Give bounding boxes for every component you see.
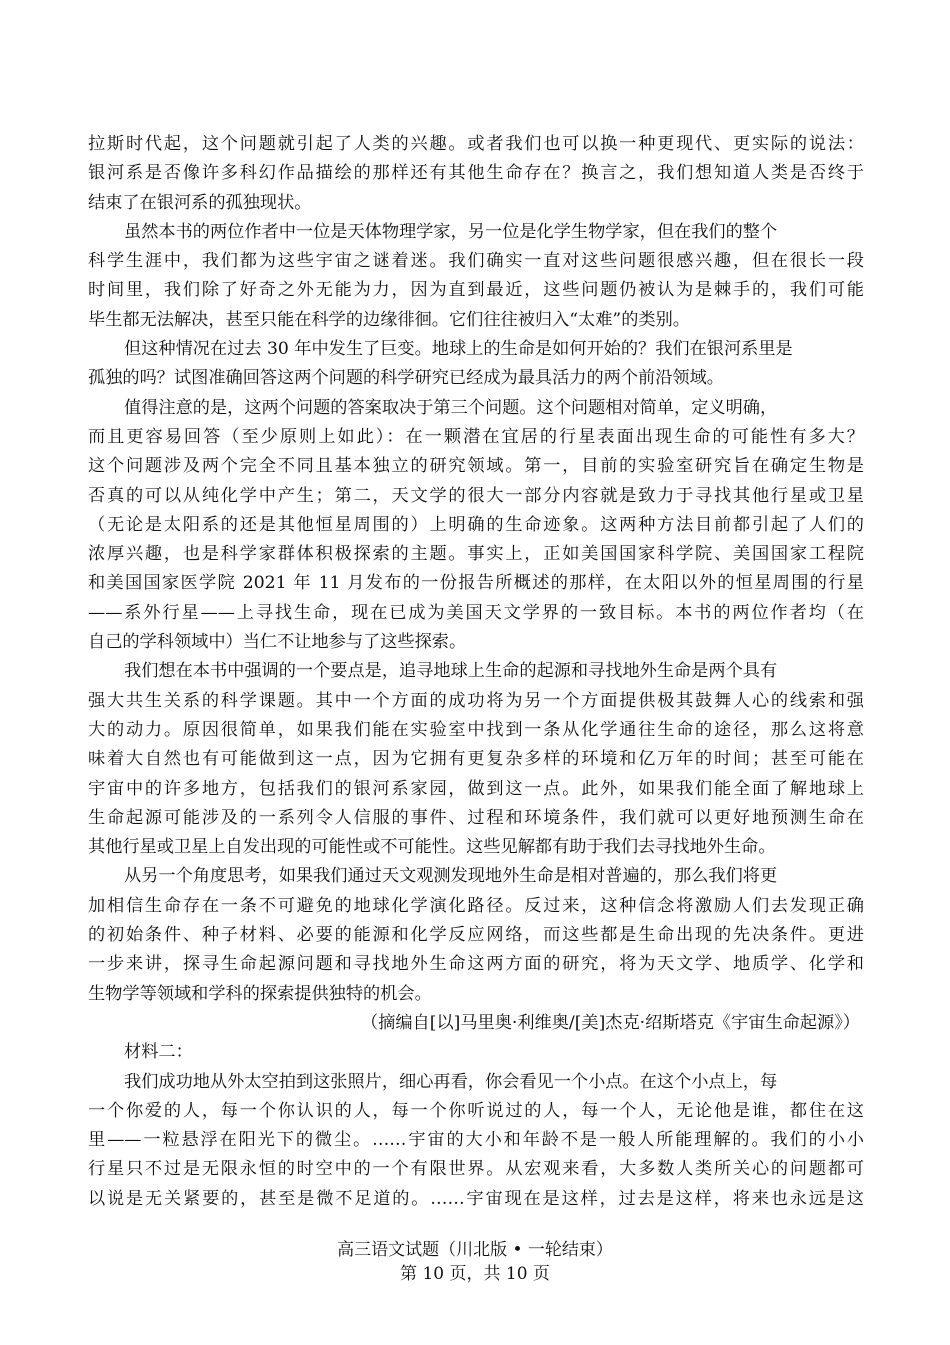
- text-line: 否真的可以从纯化学中产生；第二，天文学的很大一部分内容就是致力于寻找其他行星或卫星: [88, 485, 864, 506]
- text-line: 虽然本书的两位作者中一位是天体物理学家，另一位是化学生物学家，但在我们的整个: [124, 221, 778, 242]
- text-line: 和美国国家医学院 2021 年 11 月发布的一份报告所概述的那样，在太阳以外的恒星周围的行星: [88, 573, 864, 594]
- article-body: [88, 130, 864, 1214]
- text-line: 科学生涯中，我们都为这些宇宙之谜着迷。我们确实一直对这些问题很感兴趣，但在很长一段: [88, 251, 864, 272]
- text-line: （无论是太阳系的还是其他恒星周围的）上明确的生命迹象。这两种方法目前都引起了人们的: [88, 514, 864, 535]
- text-line: 毕生都无法解决，甚至只能在科学的边缘徘徊。它们往往被归入“太难”的类别。: [88, 309, 690, 330]
- text-line: 其他行星或卫星上自发出现的可能性或不可能性。这些见解都有助于我们去寻找地外生命。: [88, 837, 776, 858]
- text-line: 从另一个角度思考，如果我们通过天文观测发现地外生命是相对普遍的，那么我们将更: [124, 866, 778, 887]
- text-line: 行星只不过是无限永恒的时空中的一个有限世界。从宏观来看，大多数人类所关心的问题都可: [88, 1159, 864, 1180]
- text-line: 值得注意的是，这两个问题的答案取决于第三个问题。这个问题相对简单，定义明确，: [124, 397, 778, 418]
- text-line: 生命起源可能涉及的一系列令人信服的事件、过程和环境条件，我们就可以更好地预测生命在: [88, 807, 864, 828]
- text-line: 大的动力。原因很简单，如果我们能在实验室中找到一条从化学通往生命的途径，那么这将意: [88, 719, 864, 740]
- footer-page-number: 第 10 页，共 10 页: [400, 1264, 550, 1284]
- text-line: 银河系是否像许多科幻作品描绘的那样还有其他生命存在？换言之，我们想知道人类是否终于: [88, 163, 864, 184]
- text-line: 我们成功地从外太空拍到这张照片，细心再看，你会看见一个小点。在这个小点上，每: [124, 1071, 778, 1092]
- text-line: 味着大自然也有可能做到这一点，因为它拥有更复杂多样的环境和亿万年的时间；甚至可能在: [88, 749, 864, 770]
- text-line: 强大共生关系的科学课题。其中一个方面的成功将为另一个方面提供极其鼓舞人心的线索和强: [88, 690, 864, 711]
- text-line: ——系外行星——上寻找生命，现在已成为美国天文学界的一致目标。本书的两位作者均（在: [88, 602, 864, 623]
- text-line: 宇宙中的许多地方，包括我们的银河系家园，做到这一点。此外，如果我们能全面了解地球上: [88, 778, 864, 799]
- text-line: 一步来讲，探寻生命起源问题和寻找地外生命这两方面的研究，将为天文学、地质学、化学和: [88, 954, 864, 975]
- text-line: 但这种情况在过去 30 年中发生了巨变。地球上的生命是如何开始的？我们在银河系里是: [124, 339, 793, 360]
- text-line: 我们想在本书中强调的一个要点是，追寻地球上生命的起源和寻找地外生命是两个具有: [124, 661, 778, 682]
- text-line: 这个问题涉及两个完全不同且基本独立的研究领域。第一，目前的实验室研究旨在确定生物是: [88, 456, 864, 477]
- text-line: 浓厚兴趣，也是科学家群体积极探索的主题。事实上，正如美国国家科学院、美国国家工程院: [88, 544, 864, 565]
- text-line: 拉斯时代起，这个问题就引起了人类的兴趣。或者我们也可以换一种更现代、更实际的说法：: [88, 134, 864, 154]
- text-line: 自己的学科领域中）当仁不让地参与了这些探索。: [88, 632, 467, 653]
- text-line: 而且更容易回答（至少原则上如此）：在一颗潜在宜居的行星表面出现生命的可能性有多大？: [88, 426, 864, 447]
- text-line: 里——一粒悬浮在阳光下的微尘。……宇宙的大小和年龄不是一般人所能理解的。我们的小小: [88, 1130, 864, 1151]
- text-line: 孤独的吗？试图准确回答这两个问题的科学研究已经成为最具活力的两个前沿领域。: [88, 368, 724, 389]
- text-line: 生物学等领域和学科的探索提供独特的机会。: [88, 983, 432, 1004]
- text-line: 以说是无关紧要的，甚至是微不足道的。……宇宙现在是这样，过去是这样，将来也永远是这: [88, 1188, 864, 1209]
- footer-exam-title: 高三语文试题（川北版 • 一轮结束）: [337, 1240, 613, 1260]
- citation-line: （摘编自[以]马里奥·利维奥/[美]杰克·绍斯塔克《宇宙生命起源》）: [360, 1012, 860, 1033]
- text-line: 加相信生命存在一条不可避免的地球化学演化路径。反过来，这种信念将激励人们去发现正确: [88, 895, 864, 916]
- text-line: 一个你爱的人，每一个你认识的人，每一个你听说过的人，每一个人，无论他是谁，都住在这: [88, 1100, 864, 1121]
- text-line: 时间里，我们除了好奇之外无能为力，因为直到最近，这些问题仍被认为是棘手的，我们可能: [88, 280, 864, 301]
- text-line: 结束了在银河系的孤独现状。: [88, 192, 312, 213]
- text-line: 材料二：: [124, 1042, 193, 1063]
- text-line: 的初始条件、种子材料、必要的能源和化学反应网络，而这些都是生命出现的先决条件。更进: [88, 925, 864, 946]
